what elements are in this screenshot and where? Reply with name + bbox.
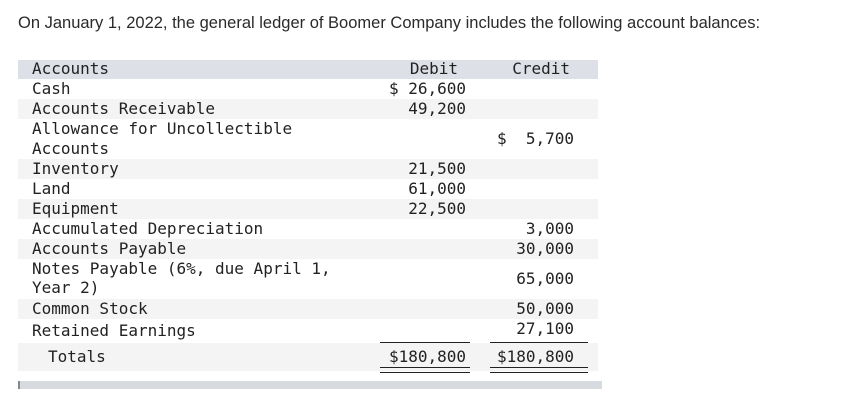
credit-value: 3,000 (525, 219, 574, 238)
totals-row (18, 343, 598, 371)
totals-label: Totals (48, 347, 106, 366)
intro-text: On January 1, 2022, the general ledger of Boomer Company includes the following account balances: (18, 14, 761, 32)
account-name: Accumulated Depreciation (32, 219, 264, 238)
credit-value: 30,000 (516, 239, 574, 258)
table-row (18, 259, 598, 299)
table-row (18, 219, 598, 239)
table-row (18, 79, 598, 99)
table-row (18, 299, 598, 319)
table-row (18, 159, 598, 179)
account-name: Cash (32, 79, 71, 98)
account-name: Inventory (32, 159, 119, 178)
account-name: Land (32, 179, 71, 198)
credit-value: 65,000 (516, 269, 574, 288)
table-row (18, 239, 598, 259)
account-name: Accounts Payable (32, 239, 187, 258)
table-row (18, 199, 598, 219)
table-row (18, 319, 598, 343)
account-name: Accounts Receivable (32, 99, 216, 118)
table-bottom-border (18, 381, 602, 389)
account-name: Retained Earnings (32, 321, 196, 340)
account-name: Allowance for Uncollectible (32, 119, 293, 138)
credit-value: 27,100 (516, 319, 574, 338)
table-header (18, 60, 598, 79)
credit-value: 50,000 (516, 299, 574, 318)
debit-value: 61,000 (408, 179, 466, 198)
table-row (18, 119, 598, 159)
table-row (18, 179, 598, 199)
header-accounts: Accounts (32, 59, 110, 78)
account-name: Common Stock (32, 299, 148, 318)
credit-value: $ 5,700 (496, 129, 574, 148)
debit-value: 21,500 (408, 159, 466, 178)
total-debit: $180,800 (388, 347, 466, 366)
header-debit: Debit (409, 59, 458, 78)
credit-total-double-rule (490, 367, 588, 373)
debit-value: 22,500 (408, 199, 466, 218)
total-credit: $180,800 (496, 347, 574, 366)
account-name-line2: Accounts (32, 139, 110, 158)
ledger-table (18, 60, 598, 371)
debit-value: $ 26,600 (388, 79, 466, 98)
table-row (18, 99, 598, 119)
debit-total-double-rule (380, 367, 470, 373)
account-name: Equipment (32, 199, 119, 218)
debit-value: 49,200 (408, 99, 466, 118)
account-name-line2: Year 2) (32, 278, 100, 297)
account-name: Notes Payable (6%, due April 1, (32, 259, 331, 278)
header-credit: Credit (512, 59, 570, 78)
